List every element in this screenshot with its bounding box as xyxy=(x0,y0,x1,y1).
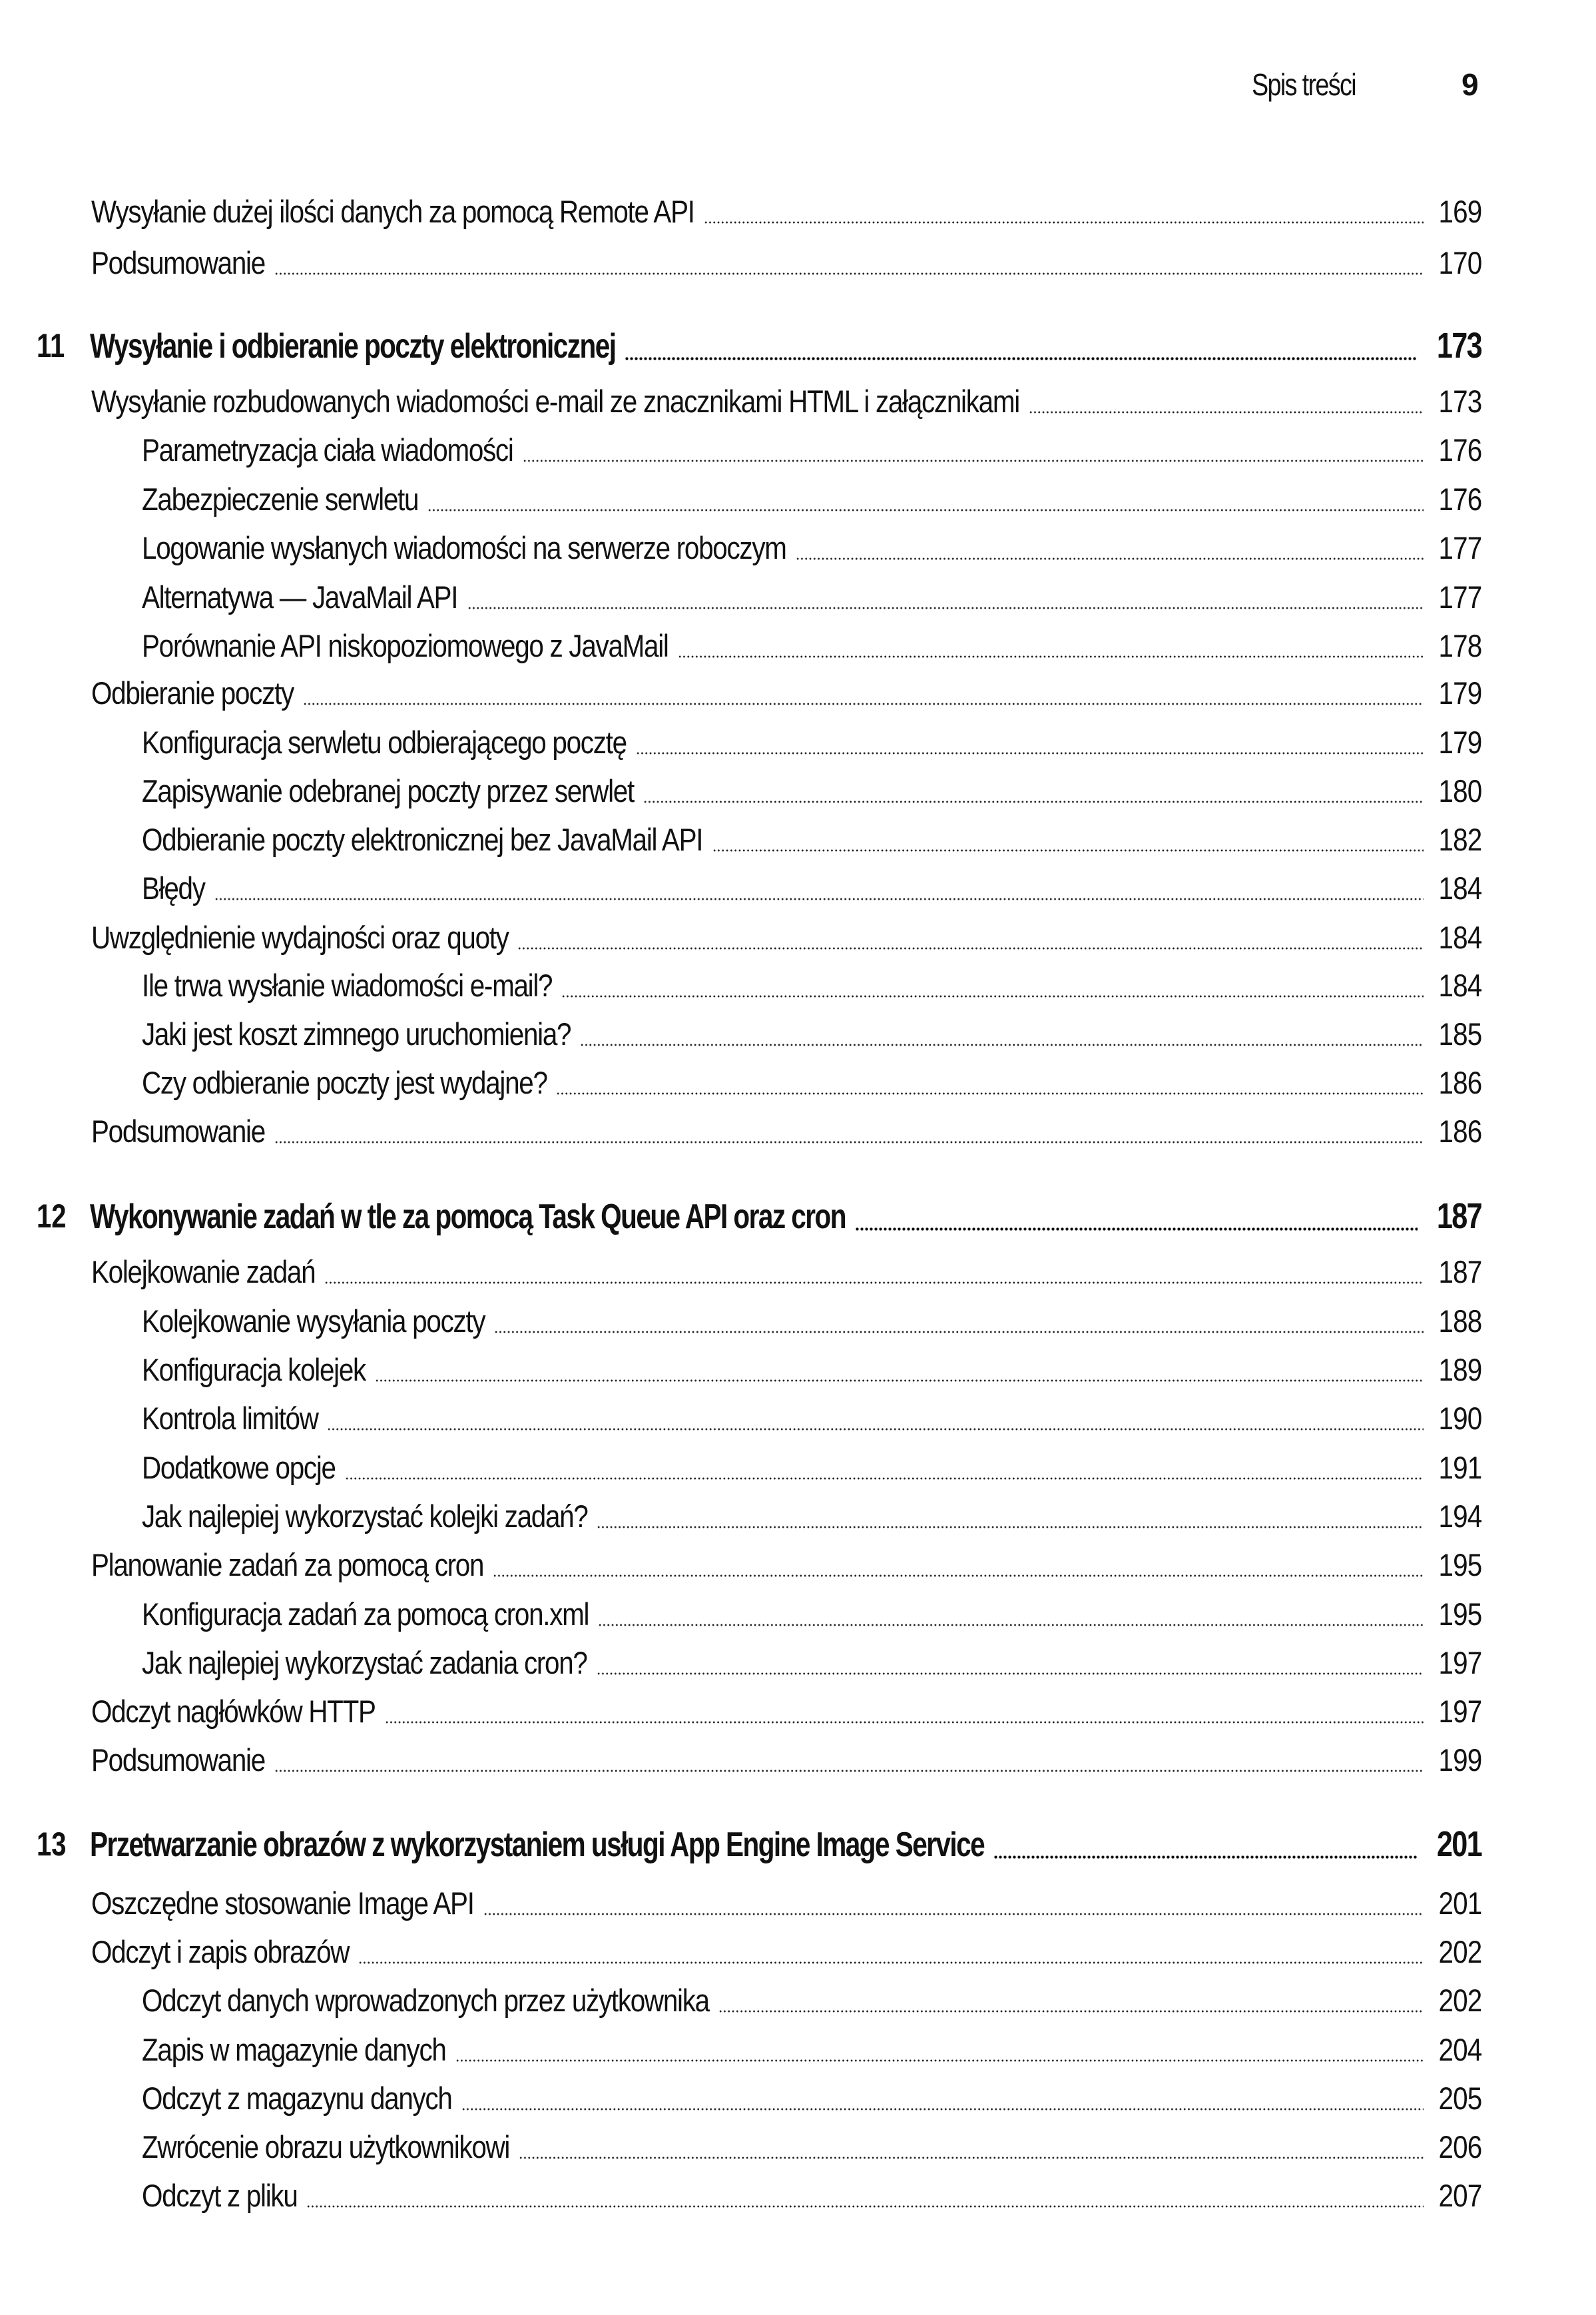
toc-entry-page: 176 xyxy=(1438,432,1481,468)
toc-chapter-entry[interactable] xyxy=(0,1825,1596,1865)
toc-entry-title: Kolejkowanie zadań xyxy=(91,1254,316,1289)
toc-chapter-entry[interactable] xyxy=(0,326,1596,366)
toc-entry-line xyxy=(91,1738,1481,1778)
toc-entry-line xyxy=(90,1825,1481,1865)
toc-entry-page: 173 xyxy=(1438,384,1481,419)
dot-leader xyxy=(385,1721,1424,1724)
toc-subsection-entry[interactable] xyxy=(0,478,1596,517)
toc-entry-title: Wysyłanie dużej ilości danych za pomocą Remote API xyxy=(91,194,694,229)
toc-entry-line xyxy=(91,1110,1481,1150)
toc-entry-page: 184 xyxy=(1438,968,1481,1003)
dot-leader xyxy=(718,2010,1423,2013)
chapter-number: 13 xyxy=(37,1825,67,1863)
toc-entry-line xyxy=(91,1930,1481,1970)
dot-leader xyxy=(324,1281,1423,1284)
toc-subsection-entry[interactable] xyxy=(0,1397,1596,1437)
toc-entry-title: Logowanie wysłanych wiadomości na serwerze roboczym xyxy=(142,530,786,565)
toc-subsection-entry[interactable] xyxy=(0,1979,1596,2019)
toc-subsection-entry[interactable] xyxy=(0,2077,1596,2117)
toc-subsection-entry[interactable] xyxy=(0,964,1596,1004)
toc-entry-line xyxy=(142,866,1481,906)
toc-entry-title: Odczyt danych wprowadzonych przez użytkownika xyxy=(142,1983,709,2018)
toc-section-entry[interactable] xyxy=(0,380,1596,420)
toc-entry-title: Alternatywa — JavaMail API xyxy=(142,579,458,615)
dot-leader xyxy=(561,995,1424,998)
dot-leader xyxy=(519,2156,1423,2159)
toc-entry-page: 182 xyxy=(1438,822,1481,857)
toc-entry-page: 191 xyxy=(1438,1450,1481,1485)
dot-leader xyxy=(358,1961,1423,1964)
toc-entry-title: Konfiguracja zadań za pomocą cron.xml xyxy=(142,1596,589,1632)
dot-leader xyxy=(597,1672,1423,1675)
dot-leader xyxy=(636,752,1424,755)
toc-entry-page: 186 xyxy=(1438,1065,1481,1100)
toc-entry-line xyxy=(142,1299,1481,1339)
running-header-title: Spis treści xyxy=(1252,67,1356,102)
toc-entry-page: 195 xyxy=(1438,1547,1481,1582)
toc-section-entry[interactable] xyxy=(0,1881,1596,1921)
running-header xyxy=(0,67,1596,113)
dot-leader xyxy=(375,1379,1424,1382)
toc-subsection-entry[interactable] xyxy=(0,1592,1596,1632)
toc-entry-title: Wykonywanie zadań w tle za pomocą Task Queue API oraz cron xyxy=(90,1197,846,1236)
toc-entry-page: 180 xyxy=(1438,773,1481,809)
toc-entry-line xyxy=(142,964,1481,1004)
toc-entry-page: 206 xyxy=(1438,2129,1481,2164)
toc-entry-title: Konfiguracja serwletu odbierającego pocztę xyxy=(142,725,627,760)
toc-subsection-entry[interactable] xyxy=(0,1494,1596,1534)
toc-entry-line xyxy=(91,1881,1481,1921)
toc-entry-page: 205 xyxy=(1438,2081,1481,2116)
toc-entry-line xyxy=(142,2125,1481,2165)
toc-entry-title: Ile trwa wysłanie wiadomości e-mail? xyxy=(142,968,553,1003)
toc-section-entry[interactable] xyxy=(0,1930,1596,1970)
toc-entry-line xyxy=(91,241,1481,281)
toc-entry-title: Podsumowanie xyxy=(91,1742,265,1778)
toc-section-entry[interactable] xyxy=(0,1543,1596,1583)
dot-leader xyxy=(580,1044,1423,1046)
toc-entry-page: 170 xyxy=(1438,245,1481,280)
toc-entry-page: 177 xyxy=(1438,579,1481,615)
toc-subsection-entry[interactable] xyxy=(0,2028,1596,2068)
toc-entry-title: Wysyłanie rozbudowanych wiadomości e-mail ze znacznikami HTML i załącznikami xyxy=(91,384,1019,419)
toc-entry-line xyxy=(142,818,1481,858)
toc-entry-page: 188 xyxy=(1438,1303,1481,1339)
dot-leader xyxy=(1029,411,1424,414)
page-number: 9 xyxy=(1462,67,1479,102)
toc-entry-line xyxy=(91,380,1481,420)
dot-leader xyxy=(483,1913,1424,1915)
toc-entry-line xyxy=(90,1197,1481,1237)
dot-leader xyxy=(494,1331,1423,1333)
toc-subsection-entry[interactable] xyxy=(0,428,1596,468)
toc-entry-line xyxy=(142,624,1481,664)
dot-leader xyxy=(303,703,1423,705)
dot-leader xyxy=(855,1227,1418,1231)
toc-entry-page: 199 xyxy=(1438,1742,1481,1778)
chapter-number: 12 xyxy=(37,1197,67,1235)
dot-leader xyxy=(345,1477,1424,1480)
toc-section-entry[interactable] xyxy=(0,241,1596,281)
toc-entry-page: 187 xyxy=(1436,1196,1481,1236)
toc-entry-page: 177 xyxy=(1438,530,1481,565)
toc-entry-line xyxy=(142,2028,1481,2068)
toc-entry-page: 202 xyxy=(1438,1983,1481,2018)
toc-subsection-entry[interactable] xyxy=(0,721,1596,761)
toc-entry-page: 195 xyxy=(1438,1596,1481,1632)
chapter-number: 11 xyxy=(37,327,65,364)
toc-subsection-entry[interactable] xyxy=(0,2174,1596,2214)
toc-entry-title: Zwrócenie obrazu użytkownikowi xyxy=(142,2129,510,2164)
toc-subsection-entry[interactable] xyxy=(0,575,1596,615)
dot-leader xyxy=(517,947,1423,950)
toc-subsection-entry[interactable] xyxy=(0,1641,1596,1681)
dot-leader xyxy=(678,655,1424,658)
toc-subsection-entry[interactable] xyxy=(0,1061,1596,1101)
toc-entry-title: Planowanie zadań za pomocą cron xyxy=(91,1547,484,1582)
toc-entry-title: Odbieranie poczty elektronicznej bez JavaMail API xyxy=(142,822,703,857)
toc-entry-line xyxy=(142,575,1481,615)
toc-entry-title: Odczyt nagłówków HTTP xyxy=(91,1694,376,1729)
toc-entry-line xyxy=(142,1446,1481,1486)
toc-entry-line xyxy=(142,1012,1481,1052)
dot-leader xyxy=(274,1141,1423,1144)
toc-entry-page: 179 xyxy=(1438,725,1481,760)
toc-entry-title: Zapis w magazynie danych xyxy=(142,2032,446,2067)
toc-entry-line xyxy=(142,478,1481,517)
toc-entry-line xyxy=(142,2174,1481,2214)
toc-entry-line xyxy=(91,1543,1481,1583)
dot-leader xyxy=(796,557,1424,560)
toc-entry-title: Kolejkowanie wysyłania poczty xyxy=(142,1303,485,1339)
toc-entry-page: 190 xyxy=(1438,1401,1481,1436)
toc-entry-title: Wysyłanie i odbieranie poczty elektronicznej xyxy=(90,327,616,366)
toc-entry-page: 202 xyxy=(1438,1934,1481,1969)
toc-entry-line xyxy=(142,769,1481,809)
toc-subsection-entry[interactable] xyxy=(0,769,1596,809)
toc-entry-page: 187 xyxy=(1438,1254,1481,1289)
toc-entry-title: Porównanie API niskopoziomowego z JavaMail xyxy=(142,628,668,663)
toc-entry-title: Czy odbieranie poczty jest wydajne? xyxy=(142,1065,547,1100)
dot-leader xyxy=(625,357,1417,360)
toc-entry-title: Odbieranie poczty xyxy=(91,675,294,711)
toc-entry-line xyxy=(142,1592,1481,1632)
toc-entry-page: 179 xyxy=(1438,675,1481,711)
dot-leader xyxy=(306,2205,1424,2208)
toc-entry-page: 201 xyxy=(1438,1885,1481,1921)
toc-subsection-entry[interactable] xyxy=(0,1446,1596,1486)
toc-entry-page: 178 xyxy=(1438,628,1481,663)
toc-subsection-entry[interactable] xyxy=(0,1012,1596,1052)
toc-entry-line xyxy=(91,916,1481,956)
dot-leader xyxy=(327,1428,1423,1431)
toc-entry-line xyxy=(142,526,1481,566)
toc-entry-page: 169 xyxy=(1438,194,1481,229)
dot-leader xyxy=(704,221,1424,224)
toc-entry-line xyxy=(91,1250,1481,1290)
dot-leader xyxy=(467,607,1424,609)
dot-leader xyxy=(455,2059,1424,2062)
toc-entry-title: Przetwarzanie obrazów z wykorzystaniem usługi App Engine Image Service xyxy=(90,1825,985,1864)
toc-subsection-entry[interactable] xyxy=(0,2125,1596,2165)
toc-subsection-entry[interactable] xyxy=(0,526,1596,566)
dot-leader xyxy=(493,1574,1423,1577)
toc-entry-page: 194 xyxy=(1438,1498,1481,1534)
toc-section-entry[interactable] xyxy=(0,1250,1596,1290)
toc-entry-line xyxy=(142,1061,1481,1101)
toc-section-entry[interactable] xyxy=(0,1738,1596,1778)
dot-leader xyxy=(993,1855,1418,1859)
toc-entry-title: Odczyt i zapis obrazów xyxy=(91,1934,350,1969)
toc-entry-line xyxy=(142,1641,1481,1681)
toc-entry-title: Podsumowanie xyxy=(91,1114,265,1149)
dot-leader xyxy=(274,1770,1423,1772)
toc-subsection-entry[interactable] xyxy=(0,1348,1596,1388)
toc-entry-line xyxy=(142,2077,1481,2117)
dot-leader xyxy=(643,801,1424,803)
toc-entry-page: 185 xyxy=(1438,1016,1481,1052)
toc-section-entry[interactable] xyxy=(0,1690,1596,1730)
toc-entry-page: 176 xyxy=(1438,482,1481,517)
toc-section-entry[interactable] xyxy=(0,190,1596,230)
toc-entry-title: Odczyt z magazynu danych xyxy=(142,2081,452,2116)
toc-entry-title: Uwzględnienie wydajności oraz quoty xyxy=(91,920,509,955)
dot-leader xyxy=(523,460,1424,462)
toc-entry-page: 184 xyxy=(1438,870,1481,906)
toc-entry-title: Jaki jest koszt zimnego uruchomienia? xyxy=(142,1016,571,1052)
toc-entry-title: Kontrola limitów xyxy=(142,1401,318,1436)
dot-leader xyxy=(427,509,1424,511)
toc-entry-line xyxy=(142,1494,1481,1534)
toc-subsection-entry[interactable] xyxy=(0,1299,1596,1339)
toc-entry-line xyxy=(142,1397,1481,1437)
toc-subsection-entry[interactable] xyxy=(0,866,1596,906)
toc-subsection-entry[interactable] xyxy=(0,818,1596,858)
toc-entry-title: Dodatkowe opcje xyxy=(142,1450,336,1485)
toc-entry-title: Jak najlepiej wykorzystać zadania cron? xyxy=(142,1645,587,1680)
toc-entry-title: Błędy xyxy=(142,870,205,906)
toc-entry-title: Podsumowanie xyxy=(91,245,265,280)
toc-entry-line xyxy=(142,721,1481,761)
toc-entry-page: 197 xyxy=(1438,1645,1481,1680)
toc-entry-title: Jak najlepiej wykorzystać kolejki zadań? xyxy=(142,1498,588,1534)
toc-entry-line xyxy=(142,428,1481,468)
toc-entry-page: 204 xyxy=(1438,2032,1481,2067)
toc-entry-line xyxy=(91,671,1481,711)
toc-entry-title: Odczyt z pliku xyxy=(142,2178,298,2213)
dot-leader xyxy=(214,898,1424,900)
toc-entry-page: 201 xyxy=(1436,1824,1481,1864)
dot-leader xyxy=(461,2108,1424,2111)
toc-entry-line xyxy=(91,1690,1481,1730)
toc-entry-title: Oszczędne stosowanie Image API xyxy=(91,1885,474,1921)
toc-section-entry[interactable] xyxy=(0,1110,1596,1150)
toc-entry-title: Konfiguracja kolejek xyxy=(142,1352,366,1387)
toc-entry-title: Parametryzacja ciała wiadomości xyxy=(142,432,513,468)
dot-leader xyxy=(597,1526,1423,1528)
toc-entry-line xyxy=(142,1979,1481,2019)
toc-subsection-entry[interactable] xyxy=(0,624,1596,664)
toc-entry-page: 186 xyxy=(1438,1114,1481,1149)
dot-leader xyxy=(274,272,1423,275)
toc-entry-page: 189 xyxy=(1438,1352,1481,1387)
toc-entry-page: 184 xyxy=(1438,920,1481,955)
toc-entry-page: 173 xyxy=(1436,326,1481,366)
toc-entry-title: Zapisywanie odebranej poczty przez serwlet xyxy=(142,773,634,809)
toc-entry-line xyxy=(91,190,1481,230)
toc-entry-page: 207 xyxy=(1438,2178,1481,2213)
toc-chapter-entry[interactable] xyxy=(0,1197,1596,1237)
toc-entry-title: Zabezpieczenie serwletu xyxy=(142,482,419,517)
toc-entry-line xyxy=(90,326,1481,366)
toc-section-entry[interactable] xyxy=(0,916,1596,956)
dot-leader xyxy=(712,849,1424,852)
dot-leader xyxy=(556,1092,1423,1095)
dot-leader xyxy=(598,1624,1424,1626)
toc-entry-line xyxy=(142,1348,1481,1388)
toc-section-entry[interactable] xyxy=(0,671,1596,711)
toc-entry-page: 197 xyxy=(1438,1694,1481,1729)
